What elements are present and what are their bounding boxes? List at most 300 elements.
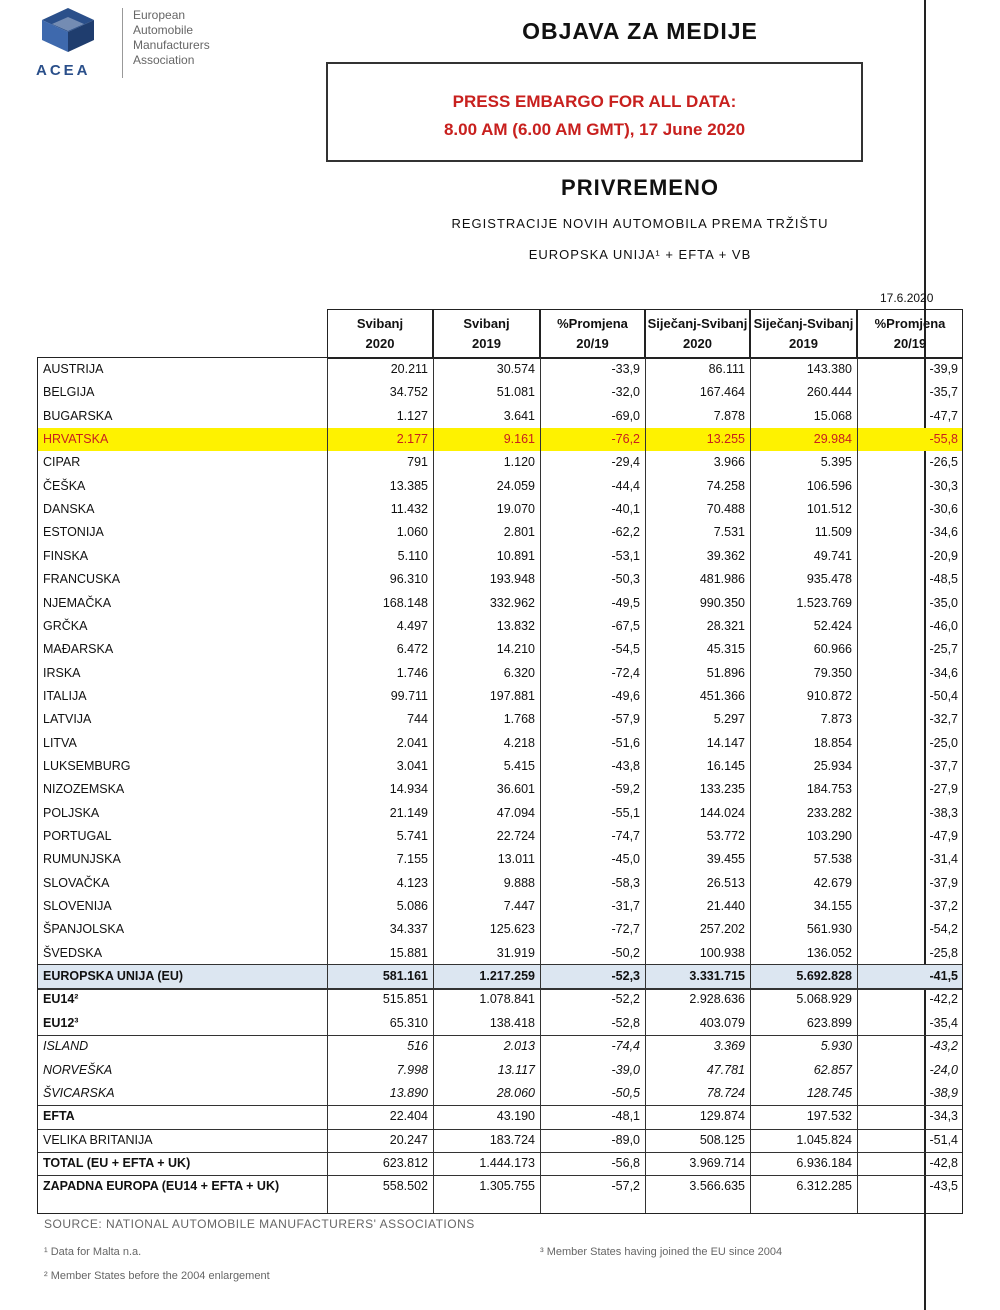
table-cell: -40,1: [611, 502, 640, 517]
table-cell: -54,2: [929, 922, 958, 937]
table-cell: 101.512: [806, 502, 852, 517]
table-cell: 13.011: [497, 852, 535, 867]
country-name: VELIKA BRITANIJA: [43, 1132, 153, 1147]
table-cell: 6.312.285: [796, 1179, 852, 1194]
table-cell: 623.899: [806, 1015, 852, 1030]
table-cell: 13.890: [389, 1085, 428, 1100]
table-cell: -38,9: [929, 1085, 958, 1100]
table-row: [38, 405, 962, 428]
table-cell: 20.211: [390, 362, 428, 376]
table-cell: -45,0: [611, 852, 640, 867]
table-row: [38, 615, 962, 638]
table-cell: 128.745: [806, 1085, 852, 1100]
country-name: GRČKA: [43, 618, 88, 633]
table-row: [38, 802, 962, 825]
country-name: ŠVICARSKA: [43, 1085, 115, 1100]
table-cell: 481.986: [699, 572, 745, 587]
table-cell: -76,2: [611, 432, 640, 447]
table-cell: -48,1: [611, 1109, 640, 1124]
table-cell: 7.155: [396, 852, 428, 867]
row-divider: [38, 964, 962, 965]
logo-text: ACEA: [36, 62, 91, 79]
table-cell: -46,0: [929, 618, 958, 633]
table-row: [38, 708, 962, 731]
table-cell: 515.851: [382, 992, 428, 1007]
table-row: [38, 1105, 962, 1128]
table-cell: -56,8: [611, 1155, 640, 1170]
country-name: ČEŠKA: [43, 478, 86, 493]
table-row: [38, 1152, 962, 1175]
table-cell: 29.984: [813, 432, 852, 447]
table-cell: 36.601: [496, 782, 535, 797]
table-row: [38, 638, 962, 661]
table-cell: 11.432: [390, 502, 428, 517]
table-cell: 11.509: [814, 525, 852, 540]
table-cell: -89,0: [611, 1132, 640, 1147]
table-cell: 30.574: [496, 362, 535, 376]
table-row: [38, 732, 962, 755]
country-name: CIPAR: [43, 455, 81, 470]
table-cell: -52,8: [611, 1015, 640, 1030]
table-cell: -57,2: [611, 1179, 640, 1194]
table-cell: -43,2: [929, 1039, 958, 1054]
table-cell: 15.068: [813, 408, 852, 423]
table-cell: 167.464: [699, 385, 745, 400]
table-row: [38, 1129, 962, 1152]
table-cell: 791: [407, 455, 428, 470]
table-cell: 125.623: [489, 922, 535, 937]
table-cell: 53.772: [706, 829, 745, 843]
table-cell: 7.447: [503, 899, 535, 914]
table-cell: -37,9: [929, 875, 958, 890]
table-cell: 143.380: [806, 362, 852, 376]
column-header-year: 20/19: [893, 336, 927, 351]
table-cell: -24,0: [929, 1062, 958, 1077]
table-cell: -50,4: [929, 688, 958, 703]
table-cell: 106.596: [806, 478, 852, 493]
table-cell: 233.282: [806, 805, 852, 820]
embargo-line-2: 8.00 AM (6.00 AM GMT), 17 June 2020: [443, 120, 746, 139]
column-header: [645, 309, 750, 359]
column-header-label: Siječanj-Svibanj: [753, 316, 854, 331]
table-cell: 21.149: [389, 805, 428, 820]
table-row: [38, 545, 962, 568]
table-cell: -20,9: [929, 548, 958, 563]
country-name: FINSKA: [43, 548, 89, 563]
table-cell: 5.297: [713, 712, 745, 727]
country-name: BUGARSKA: [43, 408, 113, 423]
embargo-box: [326, 62, 863, 162]
table-cell: -38,3: [929, 805, 958, 820]
column-header-year: 2020: [683, 336, 712, 351]
table-cell: -72,4: [611, 665, 640, 680]
table-cell: -69,0: [611, 408, 640, 423]
table-cell: -34,3: [929, 1109, 958, 1124]
embargo-line-1: PRESS EMBARGO FOR ALL DATA:: [452, 92, 737, 111]
table-cell: -62,2: [611, 525, 640, 540]
table-cell: -42,8: [929, 1155, 958, 1170]
table-cell: 3.641: [503, 408, 535, 423]
table-cell: 60.966: [813, 642, 852, 657]
table-cell: 2.801: [503, 525, 535, 540]
country-name: RUMUNJSKA: [43, 852, 121, 867]
table-cell: 561.930: [806, 922, 852, 937]
table-cell: 1.746: [396, 665, 428, 680]
table-cell: 100.938: [699, 945, 745, 960]
country-name: LATVIJA: [43, 712, 92, 727]
table-cell: 47.781: [706, 1062, 745, 1077]
table-cell: 65.310: [389, 1015, 428, 1030]
table-cell: -53,1: [611, 548, 640, 563]
table-cell: 1.305.755: [479, 1179, 535, 1194]
table-cell: 43.190: [496, 1109, 535, 1124]
table-cell: -58,3: [611, 875, 640, 890]
table-cell: -35,0: [929, 595, 958, 610]
acea-logo-icon: [38, 6, 98, 50]
table-cell: 34.752: [389, 385, 428, 400]
footnote-1: ¹ Data for Malta n.a.: [44, 1246, 142, 1258]
table-row: [38, 428, 962, 451]
table-cell: -44,4: [611, 478, 640, 493]
table-cell: 96.310: [389, 572, 428, 587]
table-cell: -67,5: [611, 618, 640, 633]
table-row: [38, 965, 962, 988]
table-cell: 168.148: [382, 595, 428, 610]
country-name: ŠPANJOLSKA: [43, 922, 125, 937]
table-cell: -51,4: [929, 1132, 958, 1147]
table-row: [38, 451, 962, 474]
table-cell: 9.888: [503, 875, 535, 890]
country-name: NJEMAČKA: [43, 595, 112, 610]
table-cell: -49,6: [611, 688, 640, 703]
table-cell: 6.472: [396, 642, 428, 657]
column-divider: [433, 358, 434, 1213]
table-cell: 99.711: [390, 688, 428, 703]
table-cell: 19.070: [496, 502, 535, 517]
table-cell: 62.857: [813, 1062, 852, 1077]
column-header: [540, 309, 645, 359]
table-cell: -50,5: [611, 1085, 640, 1100]
table-cell: -31,7: [611, 899, 640, 914]
table-cell: 9.161: [503, 432, 535, 447]
country-name: NORVEŠKA: [43, 1062, 113, 1077]
source-note: SOURCE: NATIONAL AUTOMOBILE MANUFACTURERS' ASSOCIATIONS: [44, 1217, 475, 1231]
table-row: [38, 872, 962, 895]
column-header: [750, 309, 857, 359]
table-cell: -50,3: [611, 572, 640, 587]
table-cell: 5.415: [503, 758, 535, 773]
table-cell: 197.881: [489, 688, 535, 703]
table-cell: 3.369: [713, 1039, 745, 1054]
table-row: [38, 358, 962, 381]
table-cell: 581.161: [382, 969, 428, 984]
table-cell: 31.919: [496, 945, 535, 960]
table-cell: -34,6: [929, 665, 958, 680]
table-row: [38, 848, 962, 871]
registrations-table: [37, 357, 963, 1214]
table-cell: 13.255: [706, 432, 745, 447]
table-cell: -51,6: [611, 735, 640, 750]
table-cell: -59,2: [611, 782, 640, 797]
table-cell: 103.290: [806, 829, 852, 843]
table-cell: 403.079: [699, 1015, 745, 1030]
table-cell: 45.315: [706, 642, 745, 657]
table-cell: -43,8: [611, 758, 640, 773]
column-header-label: %Promjena: [557, 316, 628, 331]
table-cell: 25.934: [813, 758, 852, 773]
table-cell: 1.444.173: [479, 1155, 535, 1170]
country-name: LITVA: [43, 735, 77, 750]
table-cell: -26,5: [929, 455, 958, 470]
table-cell: 51.896: [706, 665, 745, 680]
table-row: [38, 1035, 962, 1058]
country-name: AUSTRIJA: [43, 362, 104, 376]
table-cell: 26.513: [706, 875, 745, 890]
table-row: [38, 568, 962, 591]
table-cell: -55,8: [929, 432, 958, 447]
table-cell: 14.210: [496, 642, 535, 657]
table-cell: 3.331.715: [689, 969, 745, 984]
table-cell: -48,5: [929, 572, 958, 587]
country-name: FRANCUSKA: [43, 572, 121, 587]
subtitle-scope: EUROPSKA UNIJA¹ + EFTA + VB: [528, 247, 752, 262]
country-name: DANSKA: [43, 502, 95, 517]
org-line: Automobile: [133, 23, 194, 37]
table-cell: 5.395: [820, 455, 852, 470]
column-divider: [857, 358, 858, 1213]
column-header: [327, 309, 433, 359]
table-cell: 133.235: [699, 782, 745, 797]
column-divider: [540, 358, 541, 1213]
table-cell: 6.936.184: [796, 1155, 852, 1170]
country-name: TOTAL (EU + EFTA + UK): [43, 1155, 191, 1170]
table-cell: 1.768: [503, 712, 535, 727]
organization-name: [122, 8, 210, 78]
table-cell: 42.679: [813, 875, 852, 890]
table-cell: 744: [407, 712, 428, 727]
table-cell: 6.320: [503, 665, 535, 680]
country-name: EFTA: [43, 1109, 75, 1124]
country-name: ISLAND: [43, 1039, 89, 1054]
country-name: POLJSKA: [43, 805, 100, 820]
table-row: [38, 895, 962, 918]
table-cell: 1.523.769: [796, 595, 852, 610]
country-name: ESTONIJA: [43, 525, 104, 540]
table-cell: 5.930: [820, 1039, 852, 1054]
table-cell: 508.125: [699, 1132, 745, 1147]
table-row: [38, 381, 962, 404]
table-cell: -31,4: [929, 852, 958, 867]
table-cell: 13.832: [496, 618, 535, 633]
table-cell: 52.424: [813, 618, 852, 633]
table-cell: 47.094: [496, 805, 535, 820]
table-cell: 910.872: [806, 688, 852, 703]
country-name: PORTUGAL: [43, 829, 112, 843]
table-row: [38, 942, 962, 965]
column-header-year: 2019: [789, 336, 818, 351]
table-cell: 78.724: [706, 1085, 745, 1100]
column-header: [433, 309, 540, 359]
table-cell: -52,2: [611, 992, 640, 1007]
table-cell: 2.013: [503, 1039, 535, 1054]
column-divider: [750, 358, 751, 1213]
country-name: EU14²: [43, 992, 79, 1007]
table-cell: -43,5: [929, 1179, 958, 1194]
table-cell: -47,9: [929, 829, 958, 843]
table-cell: -30,3: [929, 478, 958, 493]
table-cell: 28.060: [496, 1085, 535, 1100]
table-cell: 7.531: [713, 525, 745, 540]
table-cell: -35,4: [929, 1015, 958, 1030]
table-cell: 1.045.824: [796, 1132, 852, 1147]
table-cell: 2.041: [396, 735, 428, 750]
country-name: ŠVEDSKA: [43, 945, 103, 960]
column-header-year: 2020: [365, 336, 395, 351]
table-cell: 22.404: [389, 1109, 428, 1124]
provisional-heading: PRIVREMENO: [561, 175, 719, 200]
table-cell: 1.217.259: [479, 969, 535, 984]
column-header: [857, 309, 963, 359]
table-cell: 18.854: [813, 735, 852, 750]
column-header-label: %Promjena: [874, 316, 946, 331]
table-cell: -32,7: [929, 712, 958, 727]
country-name: EU12³: [43, 1015, 79, 1030]
table-cell: 5.068.929: [796, 992, 852, 1007]
column-header-year: 20/19: [576, 336, 609, 351]
table-cell: 1.127: [396, 408, 428, 423]
table-row: [38, 825, 962, 848]
table-cell: 3.966: [713, 455, 745, 470]
table-cell: 144.024: [699, 805, 745, 820]
table-cell: -27,9: [929, 782, 958, 797]
table-cell: -37,7: [929, 758, 958, 773]
table-cell: 7.873: [820, 712, 852, 727]
footnote-3: ³ Member States having joined the EU since 2004: [540, 1246, 783, 1258]
table-cell: -47,7: [929, 408, 958, 423]
table-row: [38, 521, 962, 544]
table-cell: 14.147: [706, 735, 745, 750]
table-cell: 129.874: [699, 1109, 745, 1124]
table-row: [38, 778, 962, 801]
table-cell: 34.155: [813, 899, 852, 914]
org-line: Association: [133, 53, 195, 67]
column-divider: [327, 358, 328, 1213]
country-name: EUROPSKA UNIJA (EU): [43, 969, 184, 984]
table-cell: 558.502: [382, 1179, 428, 1194]
country-name: SLOVAČKA: [43, 875, 110, 890]
table-cell: 39.362: [706, 548, 745, 563]
table-cell: 13.385: [389, 478, 428, 493]
table-cell: 5.741: [396, 829, 428, 843]
table-cell: 3.041: [396, 758, 428, 773]
table-cell: 197.532: [806, 1109, 852, 1124]
country-name: HRVATSKA: [43, 432, 109, 447]
table-cell: -39,9: [929, 362, 958, 376]
table-cell: 260.444: [806, 385, 852, 400]
table-cell: -37,2: [929, 899, 958, 914]
table-cell: -49,5: [611, 595, 640, 610]
table-row: [38, 685, 962, 708]
country-name: BELGIJA: [43, 385, 95, 400]
table-cell: 184.753: [806, 782, 852, 797]
footnote-2: ² Member States before the 2004 enlargement: [44, 1270, 270, 1282]
column-header-label: Svibanj: [356, 316, 404, 331]
table-row: [38, 475, 962, 498]
table-cell: 4.497: [396, 618, 428, 633]
table-row: [38, 1012, 962, 1035]
table-cell: -72,7: [611, 922, 640, 937]
table-cell: 4.218: [503, 735, 535, 750]
table-cell: 13.117: [497, 1062, 535, 1077]
table-cell: -52,3: [611, 969, 640, 984]
table-cell: 86.111: [708, 362, 745, 376]
table-cell: 39.455: [706, 852, 745, 867]
table-row: [38, 498, 962, 521]
table-cell: 5.692.828: [796, 969, 852, 984]
table-cell: 516: [407, 1039, 428, 1054]
table-cell: -54,5: [611, 642, 640, 657]
org-line: Manufacturers: [133, 38, 210, 52]
country-name: LUKSEMBURG: [43, 758, 131, 773]
column-header-label: Siječanj-Svibanj: [647, 316, 748, 331]
country-name: MAĐARSKA: [43, 642, 114, 657]
table-cell: 7.878: [713, 408, 745, 423]
table-cell: 7.998: [396, 1062, 428, 1077]
page-title: OBJAVA ZA MEDIJE: [522, 18, 758, 44]
column-divider: [645, 358, 646, 1213]
table-cell: 332.962: [489, 595, 535, 610]
subtitle: REGISTRACIJE NOVIH AUTOMOBILA PREMA TRŽIŠTU: [451, 216, 829, 231]
table-cell: 193.948: [489, 572, 535, 587]
table-cell: 57.538: [813, 852, 852, 867]
table-cell: 2.177: [396, 432, 428, 447]
table-row: [38, 918, 962, 941]
table-row: [38, 592, 962, 615]
table-cell: 5.086: [396, 899, 428, 914]
table-cell: 623.812: [382, 1155, 428, 1170]
report-date: 17.6.2020: [880, 291, 934, 305]
table-cell: 4.123: [396, 875, 428, 890]
table-cell: 990.350: [699, 595, 745, 610]
table-cell: -42,2: [929, 992, 958, 1007]
table-cell: -32,0: [611, 385, 640, 400]
table-cell: 1.120: [503, 455, 535, 470]
table-cell: 451.366: [699, 688, 745, 703]
table-cell: 79.350: [813, 665, 852, 680]
table-row: [38, 1082, 962, 1105]
table-cell: 74.258: [706, 478, 745, 493]
table-row: [38, 662, 962, 685]
table-cell: -25,0: [929, 735, 958, 750]
table-cell: 257.202: [699, 922, 745, 937]
table-cell: 22.724: [496, 829, 535, 843]
table-cell: -35,7: [929, 385, 958, 400]
column-header-label: Svibanj: [463, 316, 510, 331]
country-name: SLOVENIJA: [43, 899, 112, 914]
table-cell: -50,2: [611, 945, 640, 960]
table-cell: 3.566.635: [689, 1179, 745, 1194]
table-cell: 49.741: [813, 548, 852, 563]
table-cell: 51.081: [496, 385, 535, 400]
table-cell: 136.052: [806, 945, 852, 960]
table-cell: -33,9: [611, 362, 640, 376]
country-name: ITALIJA: [43, 688, 87, 703]
country-name: IRSKA: [43, 665, 81, 680]
table-cell: 5.110: [397, 548, 428, 563]
table-cell: -30,6: [929, 502, 958, 517]
table-cell: -57,9: [611, 712, 640, 727]
table-row: [38, 1059, 962, 1082]
